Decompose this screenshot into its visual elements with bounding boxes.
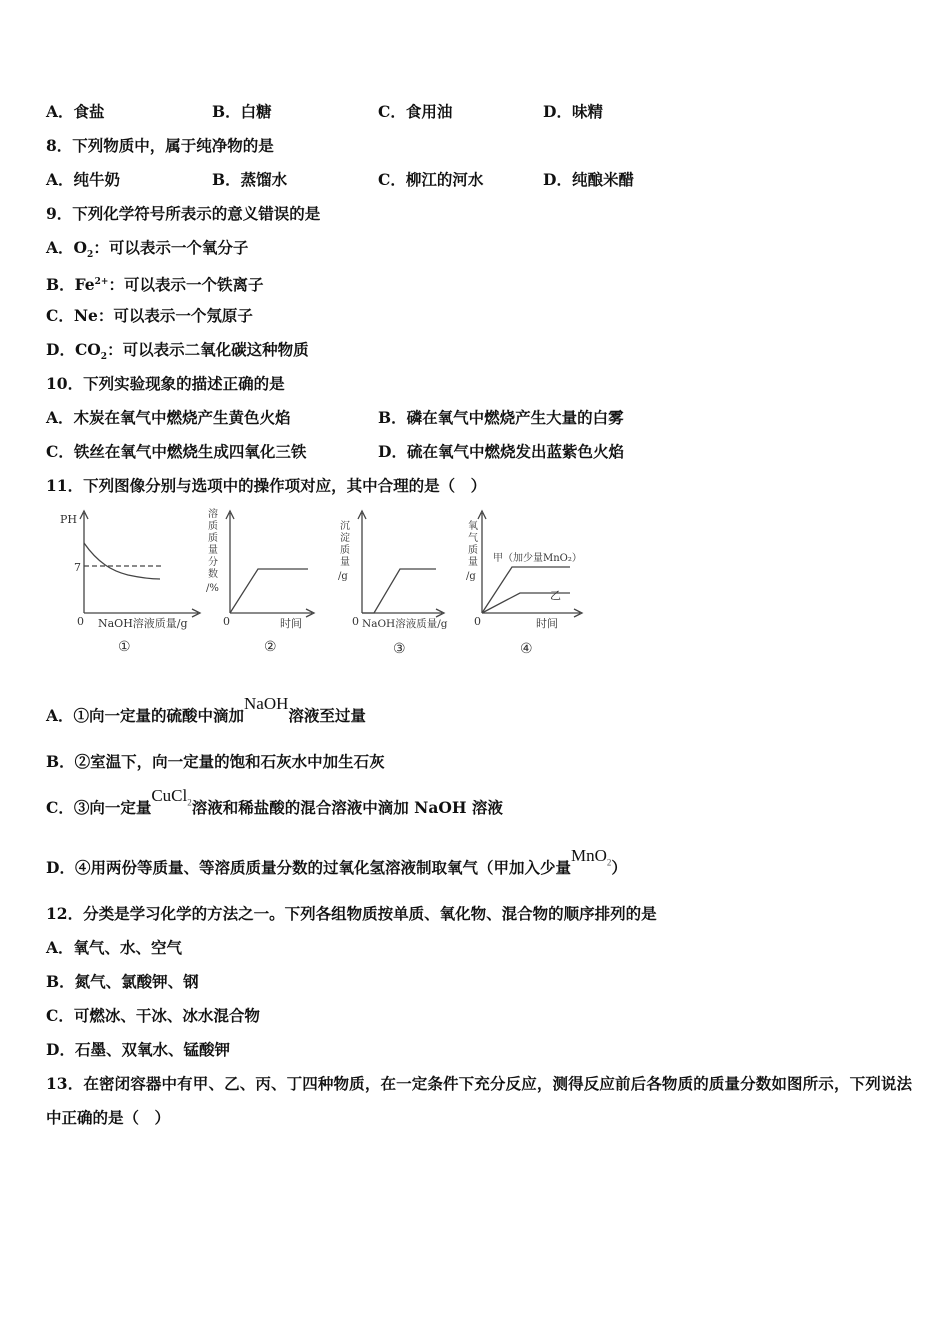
q11-stem: 11．下列图像分别与选项中的操作项对应，其中合理的是（ ） [46,476,487,495]
graph3-ylabel-char: 淀 [340,533,350,544]
graph4-ylabel [466,519,478,582]
graph2-ylabel-char: 溶 [208,509,218,520]
graph1-ylabel: PH [60,513,77,526]
graph3-axes [358,511,444,617]
q7-option-b: B．白糖 [212,102,272,121]
q11-option-d [46,846,627,884]
graph4-label-jia: 甲（加少量MnO₂） [493,553,582,564]
graph2-origin: 0 [223,615,230,628]
graph3-number: ③ [393,641,406,657]
q11-c-prefix: C．③向一定量 [46,798,152,817]
q11-c-suffix: 溶液和稀盐酸的混合溶液中滴加 NaOH 溶液 [191,798,503,817]
graph4-label-yi: 乙 [550,589,561,602]
graph3-origin: 0 [352,615,359,628]
q8-option-d: D．纯酿米醋 [543,170,634,189]
q7-option-c: C．食用油 [378,102,453,121]
q9-c-label: C． [46,306,74,325]
q10-option-c: C．铁丝在氧气中燃烧生成四氧化三铁 [46,442,307,461]
q9-d-label: D． [46,340,75,359]
q11-option-c [46,786,503,824]
graph2-ylabel-char: /% [206,583,219,594]
q9-d-text: ：可以表示二氧化碳这种物质 [107,340,309,359]
graph2-curve [230,569,308,613]
q12-option-a: A．氧气、水、空气 [46,938,183,957]
q8-option-b: B．蒸馏水 [212,170,288,189]
graph2-axes [226,511,314,617]
q9-stem: 9．下列化学符号所表示的意义错误的是 [46,204,321,223]
graph2-ylabel-char: 质 [208,533,218,544]
q8-stem: 8．下列物质中，属于纯净物的是 [46,136,274,155]
graph4-xlabel: 时间 [536,617,558,630]
q9-option-d [46,340,309,367]
q12-option-c: C．可燃冰、干冰、冰水混合物 [46,1006,260,1025]
graph1-origin: 0 [77,615,84,628]
graph2-ylabel-char: 质 [208,521,218,532]
graph3-ylabel-char: 量 [340,557,350,568]
graph4-ylabel-char: 气 [468,533,478,544]
graph2-number: ② [264,639,277,655]
graph3-ylabel-char: /g [338,571,348,582]
q11-option-b: B．②室温下，向一定量的饱和石灰水中加生石灰 [46,752,385,771]
graph3-ylabel-char: 沉 [340,521,350,532]
q10-option-a: A．木炭在氧气中燃烧产生黄色火焰 [46,408,291,427]
graph3-xlabel: NaOH溶液质量/g [362,618,448,630]
graph4-number: ④ [520,641,533,657]
q11-d-formula [570,846,612,868]
q9-d-subscript: 2 [100,352,108,363]
q9-option-b [46,272,263,295]
q11-c-formula [151,786,192,808]
q7-option-d: D．味精 [543,102,603,121]
q11-option-a [46,694,366,726]
graph2-ylabel [206,507,219,594]
q9-d-symbol: CO [74,340,101,359]
q11-a-formula: NaOH [244,694,289,713]
graph1-curve [84,543,160,579]
q12-option-d: D．石墨、双氧水、锰酸钾 [46,1040,230,1059]
graph3-ylabel [338,520,350,582]
q9-c-text: ：可以表示一个氖原子 [97,306,253,325]
q11-a-prefix: A．①向一定量的硫酸中滴加 [46,706,245,725]
q11-d-formula-sub: 2 [606,857,612,868]
q13-stem: 13．在密闭容器中有甲、乙、丙、丁四种物质，在一定条件下充分反应，测得反应前后各物质的质量分数如图所示，下列说法中正确的是（ ） [46,1074,912,1127]
q11-c-formula-text: CuCl [151,786,188,805]
q9-b-superscript: 2+ [94,277,109,287]
graph2-ylabel-char: 数 [208,569,218,580]
q11-d-formula-text: MnO [570,846,607,865]
graph1-number: ① [118,639,131,655]
graph3-curve [362,569,436,613]
q9-b-symbol: Fe [74,275,95,295]
q11-d-suffix: ） [611,858,627,877]
graph4-ylabel-char: /g [466,571,476,582]
q9-a-text: ：可以表示一个氧分子 [93,238,249,257]
graph4-ylabel-char: 质 [468,545,478,556]
graph2-xlabel: 时间 [280,617,302,630]
q10-option-d: D．硫在氧气中燃烧发出蓝紫色火焰 [378,442,624,461]
graph1-axes [80,511,200,617]
graph4-ylabel-char: 量 [468,557,478,568]
graph4-axes [478,511,582,617]
q9-b-label: B． [46,275,75,295]
graph1-mark-7: 7 [74,561,81,574]
q12-option-b: B．氮气、氯酸钾、钢 [46,972,199,991]
q9-option-a [46,238,248,265]
graph2-ylabel-char: 分 [208,557,218,568]
q7-option-a: A．食盐 [46,102,105,121]
q9-option-c [46,306,253,326]
graph3-ylabel-char: 质 [340,545,350,556]
q11-d-prefix: D．④用两份等质量、等溶质质量分数的过氧化氢溶液制取氧气（甲加入少量 [46,858,571,877]
q9-a-subscript: 2 [87,250,94,261]
graph1-xlabel: NaOH溶液质量/g [98,617,188,630]
q10-option-b: B．磷在氧气中燃烧产生大量的白雾 [378,408,624,427]
q11-a-suffix: 溶液至过量 [288,706,366,725]
graph2-ylabel-char: 量 [208,545,218,556]
q9-a-label: A． [46,238,74,257]
q9-c-symbol: Ne [73,306,98,325]
q11-c-formula-sub: 2 [187,797,192,808]
graph4-ylabel-char: 氧 [468,521,478,532]
graph4-origin: 0 [474,615,481,628]
q8-option-c: C．柳江的河水 [378,170,484,189]
q8-option-a: A．纯牛奶 [46,170,121,189]
q12-stem: 12．分类是学习化学的方法之一。下列各组物质按单质、氧化物、混合物的顺序排列的是 [46,904,657,923]
q9-b-text: ：可以表示一个铁离子 [108,275,264,295]
q9-a-symbol: O [73,238,88,257]
q10-stem: 10．下列实验现象的描述正确的是 [46,374,285,393]
q11-graphs-figure [50,505,610,665]
